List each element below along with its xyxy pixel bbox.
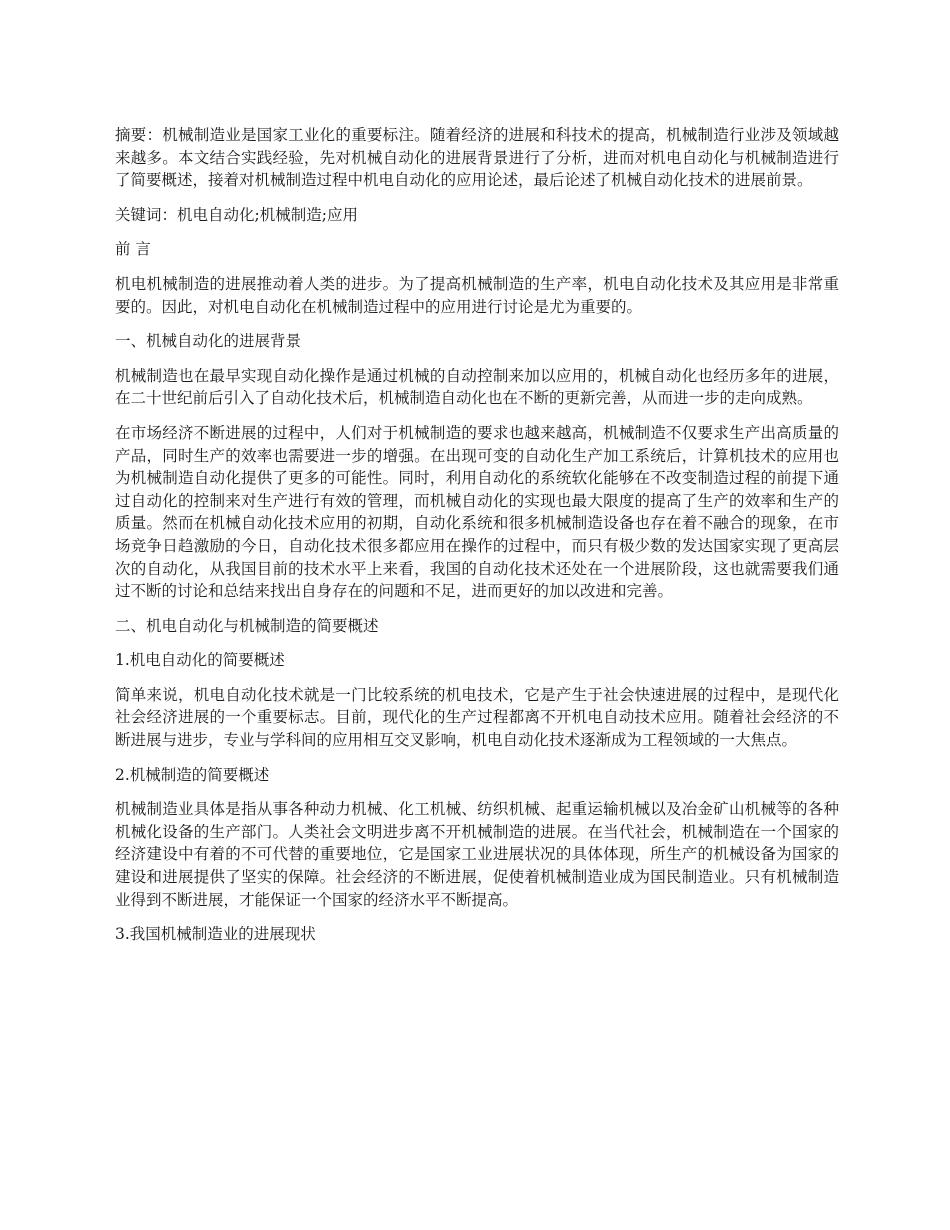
- keywords-line: 关键词：机电自动化;机械制造;应用: [115, 205, 358, 224]
- subsection-2-heading: 2.机械制造的简要概述: [115, 765, 270, 784]
- subsection-1-paragraph: 简单来说，机电自动化技术就是一门比较系统的机电技术，它是产生于社会快速进展的过程中，是现代化社会经济进展的一个重要标志。目前，现代化的生产过程都离不开机电自动技术应用。随着社会经济的不断进展与进步，专业与学科间的应用相互交叉影响，机电自动化技术逐渐成为工程领域的一大焦点。: [115, 685, 839, 750]
- preface-heading: 前 言: [115, 240, 151, 259]
- preface-paragraph: 机电机械制造的进展推动着人类的进步。为了提高机械制造的生产率，机电自动化技术及其应用是非常重要的。因此，对机电自动化在机械制造过程中的应用进行讨论是尤为重要的。: [115, 274, 839, 316]
- section-1-paragraph-1: 机械制造也在最早实现自动化操作是通过机械的自动控制来加以应用的，机械自动化也经历多年的进展，在二十世纪前后引入了自动化技术后，机械制造自动化也在不断的更新完善，从而进一步的走向成熟。: [115, 366, 839, 408]
- document-page: [115, 124, 839, 958]
- section-1-paragraph-2: 在市场经济不断进展的过程中，人们对于机械制造的要求也越来越高，机械制造不仅要求生产出高质量的产品，同时生产的效率也需要进一步的增强。在出现可变的自动化生产加工系统后，计算机技术的应用也为机械制造自动化提供了更多的可能性。同时，利用自动化的系统软化能够在不改变制造过程的前提下通过自动化的控制来对生产进行有效的管理，而机械自动化的实现也最大限度的提高了生产的效率和生产的质量。然而在机械自动化技术应用的初期，自动化系统和很多机械制造设备也存在着不融合的现象，在市场竞争日趋激励的今日，自动化技术很多都应用在操作的过程中，而只有极少数的发达国家实现了更高层次的自动化，从我国目前的技术水平上来看，我国的自动化技术还处在一个进展阶段，这也就需要我们通过不断的讨论和总结来找出自身存在的问题和不足，进而更好的加以改进和完善。: [115, 423, 839, 601]
- abstract-paragraph: 摘要：机械制造业是国家工业化的重要标注。随着经济的进展和科技术的提高，机械制造行业涉及领域越来越多。本文结合实践经验，先对机械自动化的进展背景进行了分析，进而对机电自动化与机械制造进行了简要概述，接着对机械制造过程中机电自动化的应用论述，最后论述了机械自动化技术的进展前景。: [115, 126, 839, 190]
- subsection-3-heading: 3.我国机械制造业的进展现状: [115, 925, 316, 944]
- subsection-2-paragraph: 机械制造业具体是指从事各种动力机械、化工机械、纺织机械、起重运输机械以及冶金矿山机械等的各种机械化设备的生产部门。人类社会文明进步离不开机械制造的进展。在当代社会，机械制造在一个国家的经济建设中有着的不可代替的重要地位，它是国家工业进展状况的具体体现，所生产的机械设备为国家的建设和进展提供了坚实的保障。社会经济的不断进展，促使着机械制造业成为国民制造业。只有机械制造业得到不断进展，才能保证一个国家的经济水平不断提高。: [115, 800, 839, 909]
- section-1-heading: 一、机械自动化的进展背景: [115, 332, 302, 351]
- subsection-1-heading: 1.机电自动化的简要概述: [115, 651, 285, 670]
- section-2-heading: 二、机电自动化与机械制造的简要概述: [115, 616, 379, 635]
